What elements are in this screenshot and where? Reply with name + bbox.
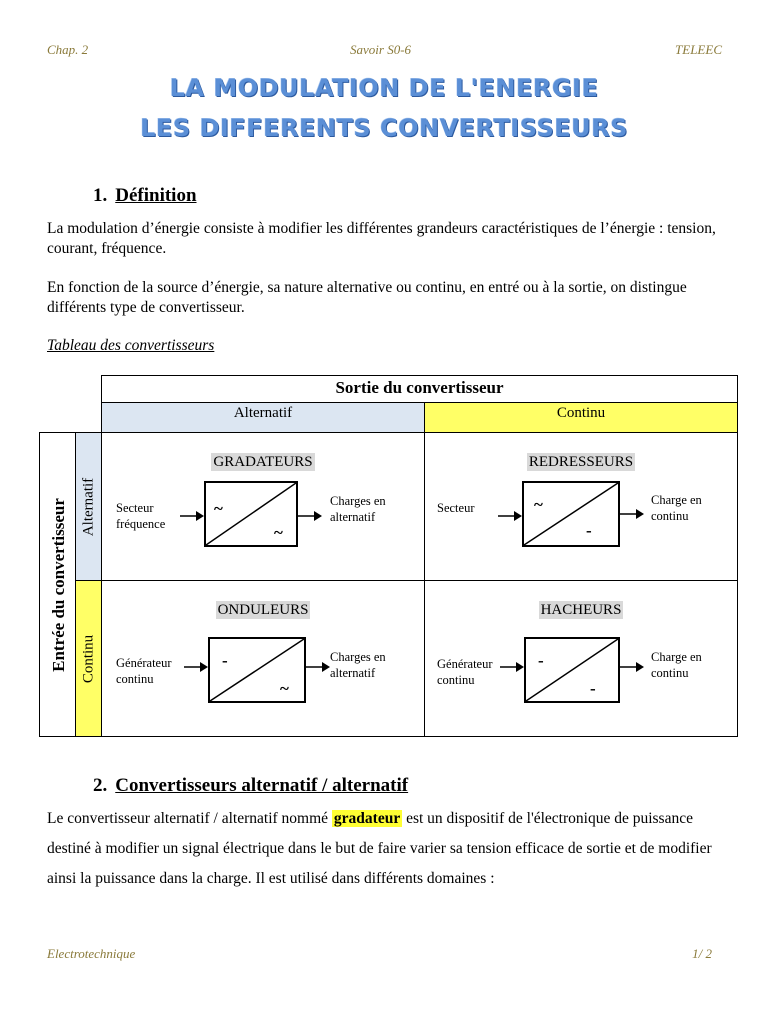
main-title-line2: LES DIFFERENTS CONVERTISSEURS [140, 114, 628, 142]
page-header [47, 42, 722, 60]
arrow-right-icon [298, 510, 322, 522]
gradateurs-output-label: Charges en alternatif [330, 494, 386, 524]
table-caption: Tableau des convertisseurs [47, 337, 215, 354]
header-chapter: Chap. 2 [47, 42, 89, 57]
onduleurs-input-symbol: - [222, 651, 228, 670]
diagonal-line-icon [524, 483, 618, 545]
main-title-line1: LA MODULATION DE L'ENERGIE [169, 74, 599, 102]
header-savoir: Savoir S0-6 [350, 42, 412, 57]
input-alternatif-label: Alternatif [80, 477, 97, 537]
output-alternatif-header: Alternatif [101, 402, 425, 433]
onduleurs-converter-box [208, 637, 306, 703]
redresseurs-converter-box [522, 481, 620, 547]
footer-subject: Electrotechnique [47, 946, 136, 961]
arrow-right-icon [620, 508, 644, 520]
onduleurs-title: ONDULEURS [217, 602, 309, 618]
arrow-right-icon [306, 661, 330, 673]
hacheurs-output-label: Charge en continu [651, 650, 702, 680]
gradateurs-output-symbol: ~ [274, 523, 283, 542]
hacheurs-converter-box [524, 637, 620, 703]
section-1-title: Définition [115, 185, 197, 206]
gradateurs-converter-box [204, 481, 298, 547]
redresseurs-title: REDRESSEURS [528, 454, 634, 470]
converter-cell-hacheurs [424, 580, 738, 737]
gradateurs-title: GRADATEURS [213, 454, 313, 470]
highlight-gradateur: gradateur [333, 810, 401, 827]
paragraph-gradateur-after: est un dispositif de l'électronique de puissance destiné à modifier un signal électrique dans le but de faire varier sa tension efficace de sortie et de modifier ainsi la puissance dans la charge. Il est utilisé dans différents domaines : [47, 810, 712, 887]
input-header: Entrée du convertisseur [49, 498, 68, 672]
input-alternatif-cell [75, 432, 102, 581]
redresseurs-input-symbol: ~ [534, 495, 543, 514]
arrow-right-icon [500, 661, 524, 673]
arrow-right-icon [498, 510, 522, 522]
section-1-heading [93, 185, 197, 207]
paragraph-definition: La modulation d’énergie consiste à modifier les différentes grandeurs caractéristiques de l’énergie : tension, courant, fréquence. [47, 220, 716, 257]
converter-cell-redresseurs [424, 432, 738, 581]
section-2-heading [93, 775, 408, 797]
redresseurs-input-label: Secteur [437, 501, 475, 515]
footer-page-number: 1/ 2 [692, 946, 712, 961]
hacheurs-input-label: Générateur continu [437, 657, 493, 687]
input-header-cell [39, 432, 76, 737]
hacheurs-title: HACHEURS [540, 602, 622, 618]
diagonal-line-icon [526, 639, 618, 701]
section-1-number: 1. [93, 185, 108, 206]
section-2-title: Convertisseurs alternatif / alternatif [115, 775, 409, 796]
gradateurs-input-label: Secteur fréquence [116, 501, 166, 531]
converter-cell-onduleurs [101, 580, 425, 737]
redresseurs-output-label: Charge en continu [651, 493, 702, 523]
diagonal-line-icon [210, 639, 304, 701]
header-course: TELEEC [675, 42, 722, 57]
input-continu-label: Continu [80, 634, 97, 684]
paragraph-source: En fonction de la source d’énergie, sa nature alternative ou continu, en entré ou à la sortie, on distingue différents type de convertisseur. [47, 279, 687, 316]
arrow-right-icon [620, 661, 644, 673]
redresseurs-output-symbol: - [586, 521, 592, 540]
onduleurs-output-label: Charges en alternatif [330, 650, 386, 680]
paragraph-gradateur-before: Le convertisseur alternatif / alternatif nommé [47, 810, 332, 827]
arrow-right-icon [180, 510, 204, 522]
onduleurs-output-symbol: ~ [280, 679, 289, 698]
hacheurs-output-symbol: - [590, 679, 596, 698]
paragraph-gradateur [47, 804, 737, 894]
input-continu-cell [75, 580, 102, 737]
section-2-number: 2. [93, 775, 108, 796]
page-footer [47, 946, 712, 964]
hacheurs-input-symbol: - [538, 651, 544, 670]
onduleurs-input-label: Générateur continu [116, 656, 172, 686]
converter-cell-gradateurs [101, 432, 425, 581]
output-continu-header: Continu [424, 402, 738, 433]
output-header: Sortie du convertisseur [101, 375, 738, 403]
arrow-right-icon [184, 661, 208, 673]
gradateurs-input-symbol: ~ [214, 499, 223, 518]
